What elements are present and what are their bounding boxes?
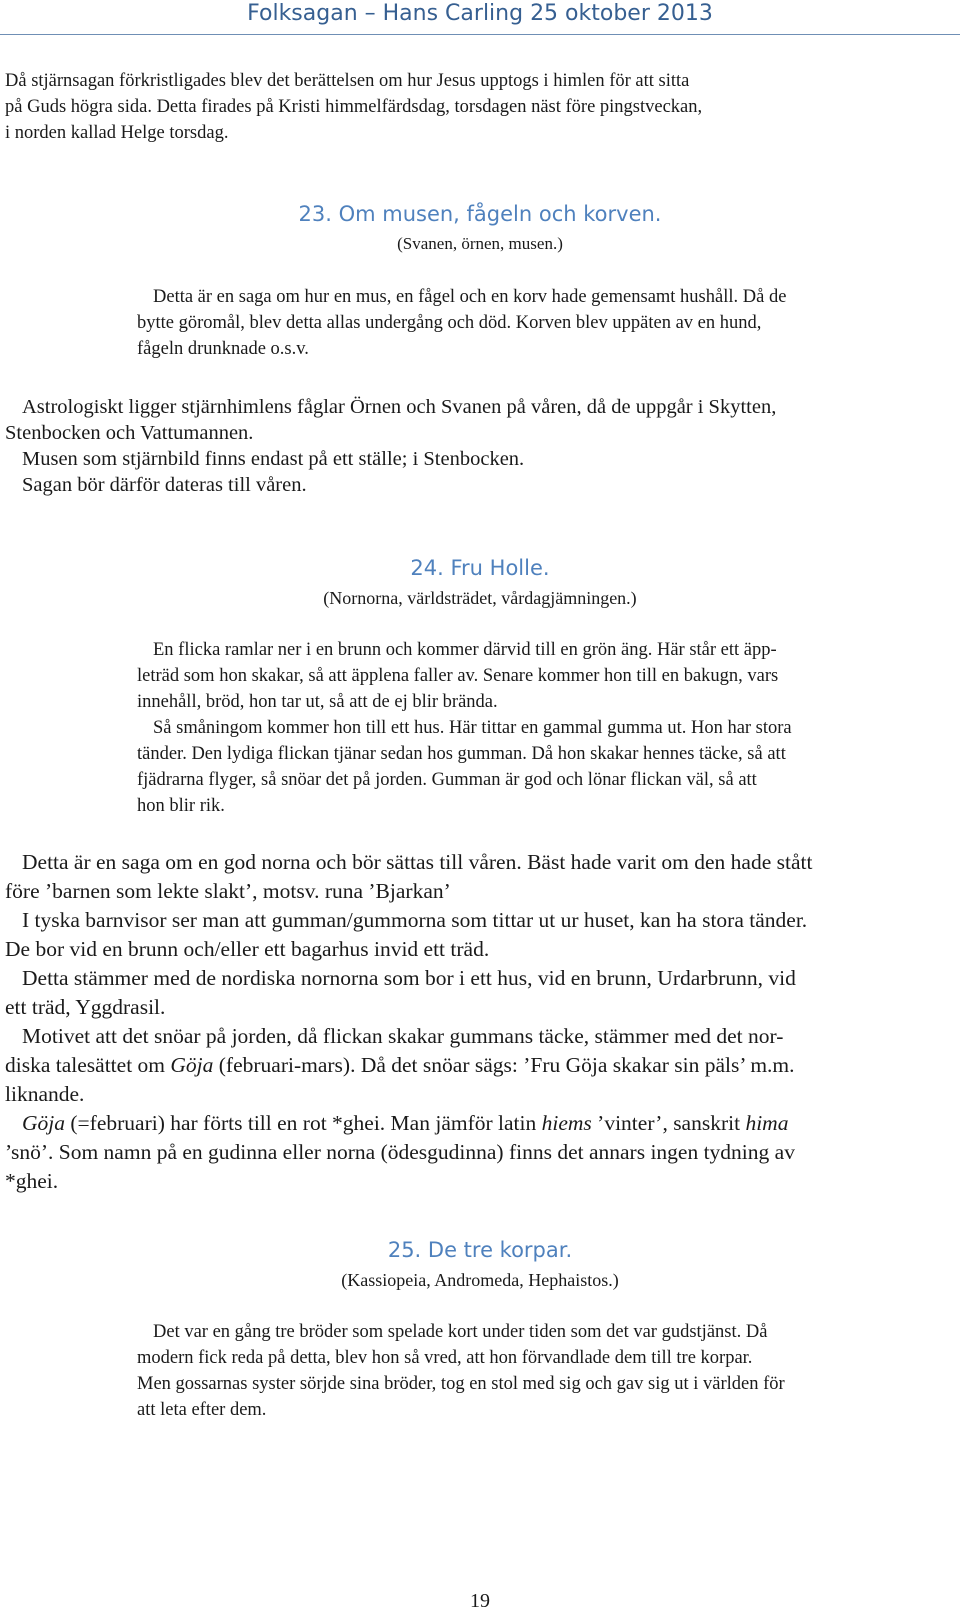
intro-line: Då stjärnsagan förkristligades blev det berättelsen om hur Jesus upptogs i himlen för att sitta <box>5 71 690 91</box>
comment-line: Astrologiskt ligger stjärnhimlens fåglar Örnen och Svanen på våren, då de uppgår i Skytten, <box>22 396 777 418</box>
summary-line: Det var en gång tre bröder som spelade kort under tiden som det var gudstjänst. Då <box>153 1322 768 1342</box>
summary-line: Men gossarnas syster sörjde sina bröder, tog en stol med sig och gav sig ut i världen för <box>137 1374 785 1394</box>
section-25-summary <box>137 1319 785 1423</box>
comment-line: Musen som stjärnbild finns endast på ett ställe; i Stenbocken. <box>22 448 525 470</box>
section-24-subtitle: (Nornorna, världsträdet, vårdagjämningen.) <box>323 588 637 608</box>
section-23-subtitle: (Svanen, örnen, musen.) <box>397 234 563 253</box>
text-run: diska talesättet om <box>5 1053 171 1077</box>
section-24-summary <box>137 637 792 819</box>
italic-term: hiems <box>541 1111 592 1135</box>
page-number: 19 <box>470 1590 490 1612</box>
summary-line: innehåll, bröd, hon tar ut, så att de ej blir brända. <box>137 692 498 712</box>
comment-line: Detta stämmer med de nordiska nornorna som bor i ett hus, vid en brunn, Urdarbrunn, vid <box>22 966 796 990</box>
section-25-subtitle: (Kassiopeia, Andromeda, Hephaistos.) <box>341 1270 619 1290</box>
summary-line: bytte göromål, blev detta allas undergång och död. Korven blev uppäten av en hund, <box>137 313 762 333</box>
comment-line: ’snö’. Som namn på en gudinna eller norna (ödesgudinna) finns det annars ingen tydning av <box>5 1140 795 1164</box>
summary-line: leträd som hon skakar, så att äpplena faller av. Senare kommer hon till en bakugn, vars <box>137 666 779 686</box>
section-23-comment <box>5 394 776 498</box>
summary-line: modern fick reda på detta, blev hon så vred, att hon förvandlade dem till tre korpar. <box>137 1348 753 1368</box>
comment-line: I tyska barnvisor ser man att gumman/gummorna som tittar ut ur huset, kan ha stora tänder. <box>22 908 808 932</box>
text-run: (februari-mars). Då det snöar sägs: ’Fru Göja skakar sin päls’ m.m. <box>213 1053 795 1077</box>
comment-line <box>5 1109 931 1138</box>
comment-line: Detta är en saga om en god norna och bör sättas till våren. Bäst hade varit om den hade stått <box>22 850 813 874</box>
summary-line: fågeln drunknade o.s.v. <box>137 339 309 359</box>
summary-line: Så småningom kommer hon till ett hus. Här tittar en gammal gumma ut. Hon har stora <box>153 718 792 738</box>
section-25-title: 25. De tre korpar. <box>387 1238 573 1262</box>
italic-term: hima <box>745 1111 789 1135</box>
intro-line: på Guds högra sida. Detta firades på Kristi himmelfärdsdag, torsdagen näst före pingstveckan, <box>5 97 703 117</box>
section-24-title: 24. Fru Holle. <box>410 556 550 580</box>
header-rule <box>0 34 960 35</box>
text-run: (=februari) har förts till en rot *ghei. Man jämför latin <box>65 1111 542 1135</box>
comment-line: Stenbocken och Vattumannen. <box>5 422 254 444</box>
intro-paragraph <box>5 68 702 146</box>
intro-line: i norden kallad Helge torsdag. <box>5 123 229 143</box>
section-23-title: 23. Om musen, fågeln och korven. <box>298 202 662 226</box>
comment-line: Motivet att det snöar på jorden, då flickan skakar gummans täcke, stämmer med det nor- <box>22 1024 784 1048</box>
comment-line: före ’barnen som lekte slakt’, motsv. runa ’Bjarkan’ <box>5 879 451 903</box>
comment-line: De bor vid en brunn och/eller ett bagarhus invid ett träd. <box>5 937 490 961</box>
summary-line: att leta efter dem. <box>137 1400 267 1420</box>
comment-line: liknande. <box>5 1082 85 1106</box>
comment-line: *ghei. <box>5 1169 59 1193</box>
summary-line: tänder. Den lydiga flickan tjänar sedan hos gumman. Då hon skakar hennes täcke, så att <box>137 744 786 764</box>
section-23-summary <box>137 284 786 362</box>
running-header: Folksagan – Hans Carling 25 oktober 2013 <box>247 1 713 26</box>
comment-line: Sagan bör därför dateras till våren. <box>22 474 307 496</box>
summary-line: fjädrarna flyger, så snöar det på jorden. Gumman är god och lönar flickan väl, så att <box>137 770 757 790</box>
summary-line: hon blir rik. <box>137 796 225 816</box>
text-run: ’vinter’, sanskrit <box>591 1111 746 1135</box>
comment-line <box>5 1051 931 1080</box>
comment-line: ett träd, Yggdrasil. <box>5 995 166 1019</box>
section-24-comment <box>5 848 931 1196</box>
summary-line: En flicka ramlar ner i en brunn och kommer därvid till en grön äng. Här står ett äpp- <box>153 640 777 660</box>
summary-line: Detta är en saga om hur en mus, en fågel och en korv hade gemensamt hushåll. Då de <box>153 287 787 307</box>
italic-term: Göja <box>170 1053 214 1077</box>
italic-term: Göja <box>22 1111 65 1135</box>
